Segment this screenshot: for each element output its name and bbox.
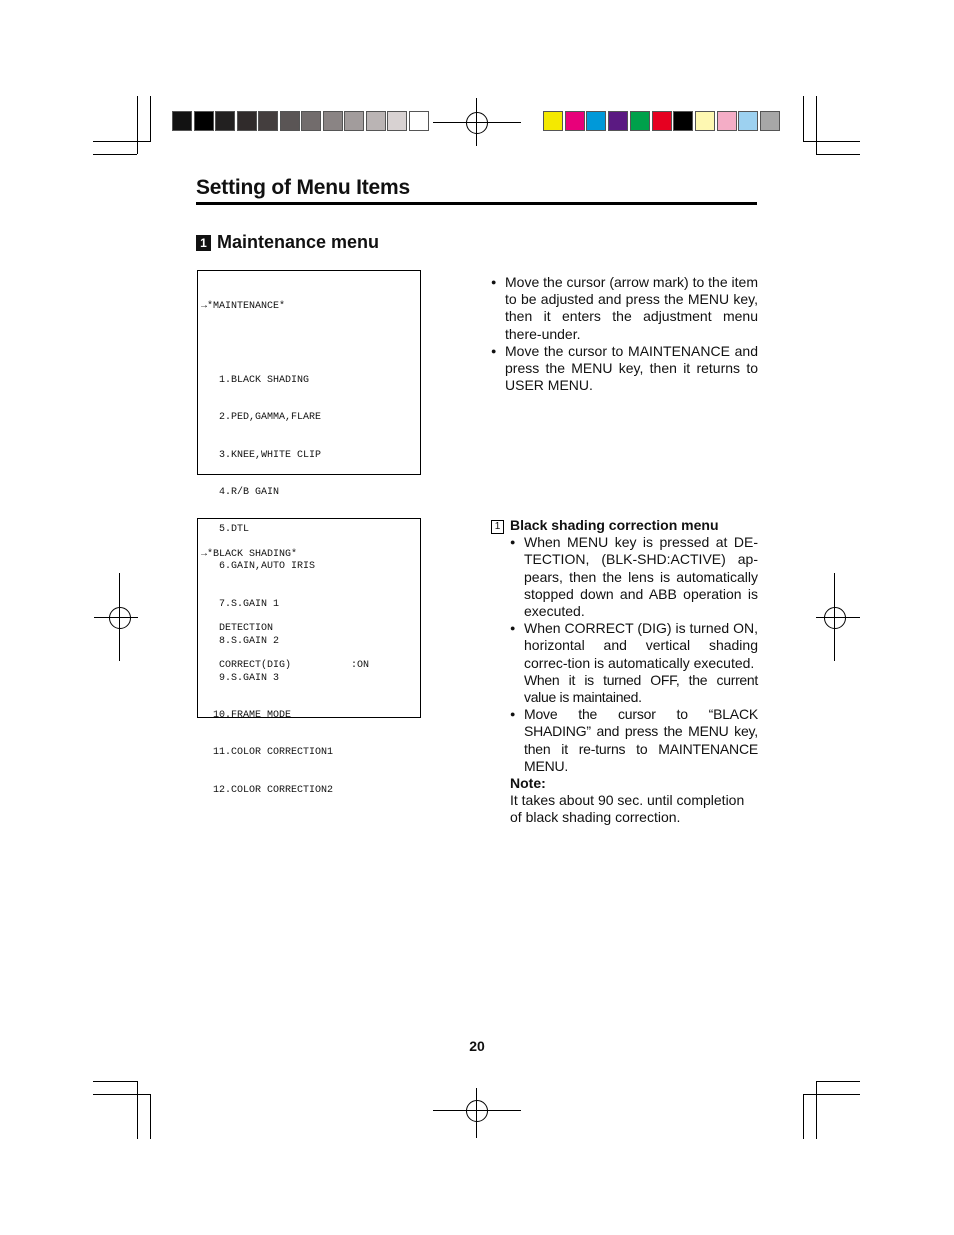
screen-header: →*BLACK SHADING* <box>201 548 298 560</box>
color-swatch <box>280 111 300 131</box>
menu-item: 5.DTL <box>201 524 250 536</box>
menu-item: 2.PED,GAMMA,FLARE <box>201 412 322 424</box>
maintenance-notes <box>491 274 758 394</box>
color-swatch <box>695 111 715 131</box>
color-swatch <box>258 111 278 131</box>
menu-item: 4.R/B GAIN <box>201 486 280 498</box>
section-heading <box>196 232 379 253</box>
title-rule <box>196 202 757 205</box>
menu-item: 6.GAIN,AUTO IRIS <box>201 561 316 573</box>
color-swatch <box>543 111 563 131</box>
note-text: It takes about 90 sec. until completion of black shading correction. <box>510 792 745 826</box>
section-number-badge: 1 <box>196 235 211 251</box>
subsection-heading <box>491 517 758 534</box>
shading-bullet-continuation: When it is turned OFF, the current value is maintained. <box>524 671 758 706</box>
menu-item: 10.FRAME MODE <box>201 710 292 722</box>
menu-item: 11.COLOR CORRECTION1 <box>201 747 334 759</box>
black-shading-screen <box>197 518 421 718</box>
screen-header: →*MAINTENANCE* <box>201 300 286 312</box>
color-swatch <box>323 111 343 131</box>
color-swatch <box>237 111 257 131</box>
screen-line-detection: DETECTION <box>201 623 274 635</box>
color-swatch <box>565 111 585 131</box>
color-swatch <box>344 111 364 131</box>
color-swatch <box>738 111 758 131</box>
color-swatch <box>215 111 235 131</box>
page-number: 20 <box>469 1038 485 1054</box>
menu-item: 12.COLOR CORRECTION2 <box>201 784 334 796</box>
screen-line-correct: CORRECT(DIG) :ON <box>201 660 370 672</box>
note-bullet: ● Move the cursor to MAINTENANCE and press the MENU key, then it returns to USER MENU. <box>491 343 758 395</box>
section-heading-text: Maintenance menu <box>217 232 380 252</box>
note-label: Note: <box>510 775 546 792</box>
color-swatch <box>586 111 606 131</box>
color-swatch <box>387 111 407 131</box>
screen-blank-line <box>201 586 420 598</box>
color-swatch <box>301 111 321 131</box>
color-swatch <box>608 111 628 131</box>
color-swatch <box>652 111 672 131</box>
shading-bullet: ● When CORRECT (DIG) is turned ON, horizontal and vertical shading correc-tion is automatically executed. <box>510 620 758 672</box>
color-swatch <box>673 111 693 131</box>
color-swatch <box>630 111 650 131</box>
black-shading-description <box>491 517 758 827</box>
subsection-body <box>491 534 758 826</box>
page-title: Setting of Menu Items <box>196 176 410 199</box>
screen-blank-line <box>201 338 420 350</box>
subsection-number-badge: 1 <box>491 520 504 534</box>
color-swatch <box>366 111 386 131</box>
color-swatch <box>172 111 192 131</box>
color-swatch <box>717 111 737 131</box>
color-swatch <box>760 111 780 131</box>
subsection-heading-text: Black shading correction menu <box>510 517 719 533</box>
color-swatch <box>194 111 214 131</box>
menu-item: 3.KNEE,WHITE CLIP <box>201 449 322 461</box>
menu-item: 7.S.GAIN 1 <box>201 598 280 610</box>
menu-item: 1.BLACK SHADING <box>201 375 310 387</box>
menu-item: 9.S.GAIN 3 <box>201 673 280 684</box>
shading-bullet: ● When MENU key is pressed at DE-TECTION, (BLK-SHD:ACTIVE) ap-pears, then the lens is automatically stopped down and ABB operation is executed. <box>510 534 758 620</box>
color-swatch <box>409 111 429 131</box>
menu-item: 8.S.GAIN 2 <box>201 635 280 647</box>
note-bullet: ● Move the cursor (arrow mark) to the item to be adjusted and press the MENU key, then it enters the adjustment menu there-under. <box>491 274 758 343</box>
shading-bullet: ● Move the cursor to “BLACK SHADING” and press the MENU key, then it re-turns to MAINTENANCE MENU. <box>510 706 758 775</box>
